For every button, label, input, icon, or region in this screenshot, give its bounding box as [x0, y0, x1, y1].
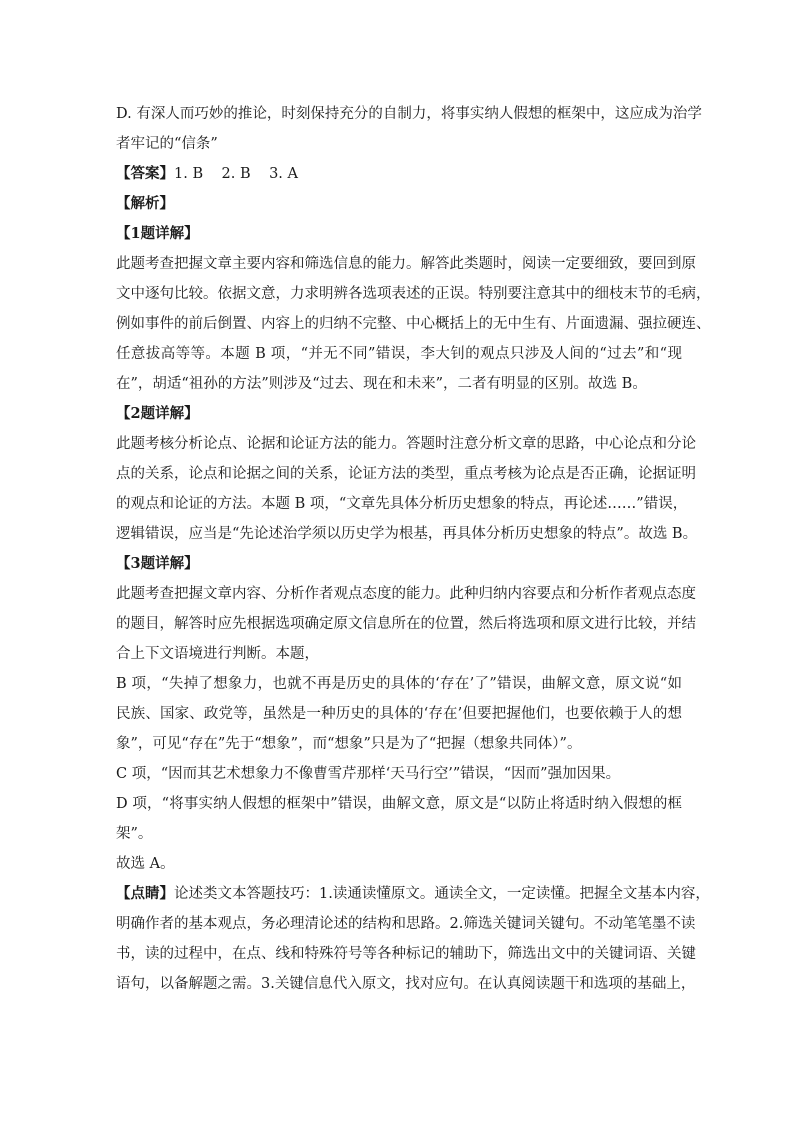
- q3-line-3: 合上下文语境进行判断。本题，: [116, 646, 319, 662]
- q3-line-5: 民族、国家、政党等，虽然是一种历史的具体的‘存在’但要把握他们，也要依赖于人的想: [116, 706, 682, 722]
- q3-line-1: 此题考查把握文章内容、分析作者观点态度的能力。此种归纳内容要点和分析作者观点态度: [116, 586, 696, 602]
- q3-line-10: 故选 A。: [116, 856, 175, 872]
- option-d-line-2: 者牢记的“信条”: [116, 136, 218, 152]
- tip-line-1: [116, 879, 710, 909]
- tip-line-4: 语句，以备解题之需。3.关键信息代入原文，找对应句。在认真阅读题干和选项的基础上，: [116, 976, 696, 992]
- answer-line: [116, 159, 682, 189]
- tip-line-3: 书，读的过程中，在点、线和特殊符号等各种标记的辅助下，筛选出文中的关键词语、关键: [116, 946, 696, 962]
- option-d-line-1: D. 有深人而巧妙的推论，时刻保持充分的自制力，将事实纳人假想的框架中，这应成为治学: [116, 106, 702, 122]
- q3-line-9: 架”。: [116, 826, 153, 842]
- q3-line-6: 象”，可见“存在”先于“想象”，而“想象”只是为了“把握（想象共同体）”。: [116, 736, 582, 752]
- q1-heading: 【1题详解】: [116, 225, 199, 242]
- analysis-heading: 【解析】: [116, 195, 174, 212]
- answer-text: 1. B 2. B 3. A: [174, 166, 298, 182]
- q1-line-5: 在”，胡适“祖孙的方法”则涉及“过去、现在和未来”，二者有明显的区别。故选 B。: [116, 376, 647, 392]
- q2-line-1: 此题考核分析论点、论据和论证方法的能力。答题时注意分析文章的思路，中心论点和分论: [116, 436, 696, 452]
- q3-line-8: D 项，“将事实纳人假想的框架中”错误，曲解文意，原文是“以防止将适时纳入假想的框: [116, 796, 682, 812]
- tip-tag: 【点睛】: [116, 885, 174, 902]
- tip-line-2: 明确作者的基本观点，务必理清论述的结构和思路。2.筛选关键词关键句。不动笔笔墨不读: [116, 916, 696, 932]
- tip-line-1-text: 论述类文本答题技巧：1.读通读懂原文。通读全文，一定读懂。把握全文基本内容，: [174, 886, 710, 902]
- q2-line-3: 的观点和论证的方法。本题 B 项，“文章先具体分析历史想象的特点，再论述……”错误，: [116, 496, 688, 512]
- q1-line-4: 任意拔高等等。本题 B 项，“并无不同”错误，李大钊的观点只涉及人间的“过去”和“现: [116, 346, 682, 362]
- q3-heading: 【3题详解】: [116, 555, 199, 572]
- q2-line-2: 点的关系，论点和论据之间的关系，论证方法的类型，重点考核为论点是否正确，论据证明: [116, 466, 696, 482]
- q1-line-2: 文中逐句比较。依据文意，力求明辨各选项表述的正误。特别要注意其中的细枝末节的毛病，: [116, 286, 711, 302]
- q3-line-2: 的题目，解答时应先根据选项确定原文信息所在的位置，然后将选项和原文进行比较，并结: [116, 616, 696, 632]
- q3-line-4: B 项，“失掉了想象力，也就不再是历史的具体的‘存在’了”错误，曲解文意，原文说“如: [116, 676, 682, 692]
- q3-line-7: C 项，“因而其艺术想象力不像曹雪芹那样‘天马行空’”错误，“因而”强加因果。: [116, 766, 621, 782]
- answer-tag: 【答案】: [116, 165, 174, 182]
- q1-line-3: 例如事件的前后倒置、内容上的归纳不完整、中心概括上的无中生有、片面遗漏、强拉硬连、: [116, 316, 711, 332]
- q1-line-1: 此题考查把握文章主要内容和筛选信息的能力。解答此类题时，阅读一定要细致，要回到原: [116, 256, 696, 272]
- document-body: [116, 99, 711, 999]
- q2-heading: 【2题详解】: [116, 405, 199, 422]
- q2-line-4: 逻辑错误，应当是“先论述治学须以历史学为根基，再具体分析历史想象的特点”。故选 B。: [116, 526, 698, 542]
